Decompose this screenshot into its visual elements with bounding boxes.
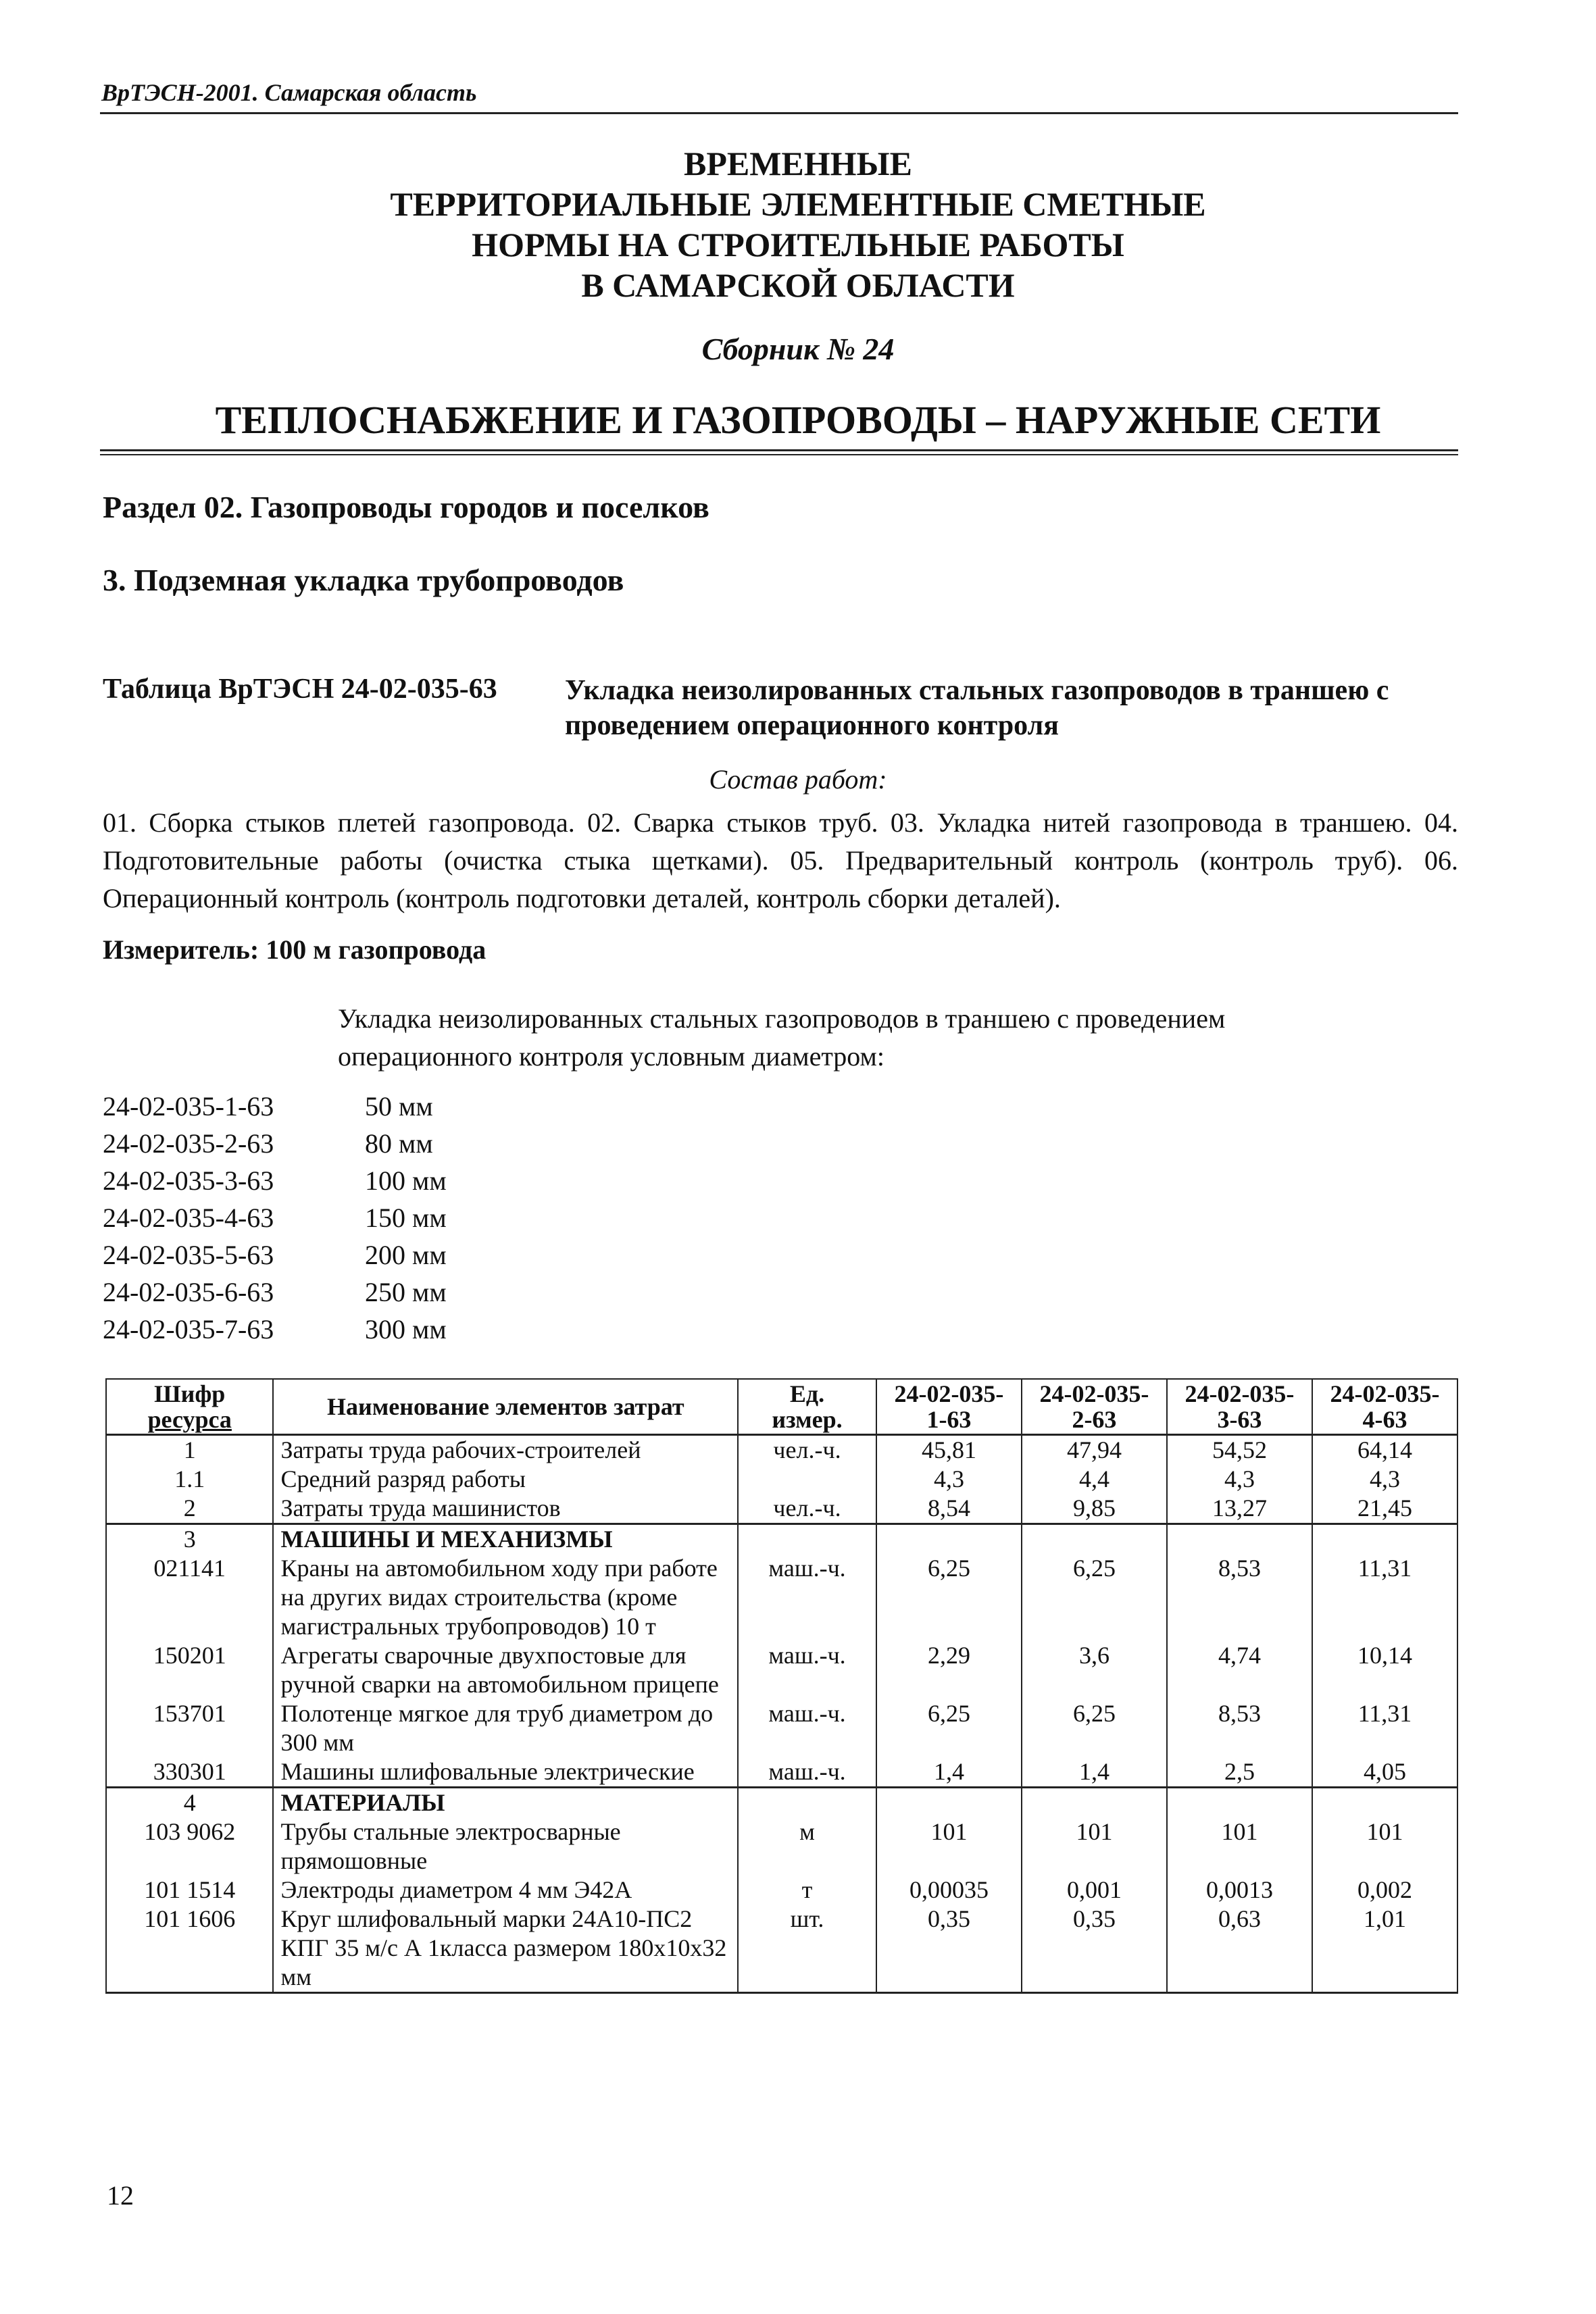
variant-size: 50 мм (365, 1091, 433, 1122)
table-row (106, 1494, 1457, 1524)
table-row (106, 1641, 1457, 1699)
variant-row (103, 1236, 711, 1274)
row-code: 1.1 (106, 1465, 273, 1494)
row-value (1167, 1524, 1312, 1555)
table-row (106, 1554, 1457, 1641)
variant-code: 24-02-035-3-63 (103, 1165, 274, 1196)
table-group-row (106, 1788, 1457, 1818)
row-value: 6,25 (876, 1699, 1022, 1757)
row-code: 1 (106, 1435, 273, 1465)
variant-size: 250 мм (365, 1277, 447, 1307)
row-value (1022, 1524, 1167, 1555)
table-row (106, 1817, 1457, 1876)
variant-code: 24-02-035-1-63 (103, 1091, 274, 1122)
row-value: 8,53 (1167, 1554, 1312, 1641)
row-value (1312, 1524, 1457, 1555)
header-text: 3-63 (1217, 1406, 1262, 1433)
document-title (0, 143, 1596, 305)
row-value: 4,3 (1312, 1465, 1457, 1494)
row-value: 13,27 (1167, 1494, 1312, 1524)
row-value: 101 (876, 1817, 1022, 1876)
row-value: 64,14 (1312, 1435, 1457, 1465)
row-value: 11,31 (1312, 1699, 1457, 1757)
header-rule (100, 112, 1458, 114)
variant-row (103, 1311, 711, 1348)
row-value: 0,001 (1022, 1876, 1167, 1905)
row-value: 11,31 (1312, 1554, 1457, 1641)
row-value: 21,45 (1312, 1494, 1457, 1524)
row-value: 6,25 (876, 1554, 1022, 1641)
row-name: Электроды диаметром 4 мм Э42А (273, 1876, 738, 1905)
group-title: МАТЕРИАЛЫ (273, 1788, 738, 1818)
variant-code: 24-02-035-5-63 (103, 1240, 274, 1270)
row-unit: маш.-ч. (738, 1641, 876, 1699)
title-line: ТЕРРИТОРИАЛЬНЫЕ ЭЛЕМЕНТНЫЕ СМЕТНЫЕ (390, 185, 1206, 223)
row-unit: шт. (738, 1905, 876, 1993)
variant-size: 80 мм (365, 1128, 433, 1159)
row-value: 1,4 (1022, 1757, 1167, 1788)
row-name: Средний разряд работы (273, 1465, 738, 1494)
header-text: 4-63 (1362, 1406, 1407, 1433)
row-value: 1,01 (1312, 1905, 1457, 1993)
title-line: В САМАРСКОЙ ОБЛАСТИ (581, 266, 1015, 304)
variant-row (103, 1162, 711, 1199)
row-value (1022, 1788, 1167, 1818)
works-list: 01. Сборка стыков плетей газопровода. 02. Сварка стыков труб. 03. Укладка нитей газопровода в траншею. 04. Подготовительные работы (очистка стыка щетками). 05. Предварительный контроль (контроль труб). 06. Операционный контроль (контроль подготовки деталей, контроль сборки деталей). (103, 807, 1458, 913)
row-code: 330301 (106, 1757, 273, 1788)
row-name: Затраты труда машинистов (273, 1494, 738, 1524)
variant-row (103, 1199, 711, 1236)
variant-size: 150 мм (365, 1203, 447, 1233)
title-rule (100, 454, 1458, 455)
row-value (876, 1788, 1022, 1818)
composition-label: Состав работ: (709, 764, 887, 795)
running-header: ВрТЭСН-2001. Самарская область (101, 79, 477, 106)
row-value: 2,29 (876, 1641, 1022, 1699)
row-value: 101 (1312, 1817, 1457, 1876)
row-code: 021141 (106, 1554, 273, 1641)
title-rule (100, 449, 1458, 451)
title-line: ВРЕМЕННЫЕ (683, 145, 912, 182)
header-text: 24-02-035- (894, 1380, 1004, 1407)
row-value: 4,3 (1167, 1465, 1312, 1494)
row-value (1312, 1788, 1457, 1818)
subsection-heading: 3. Подземная укладка трубопроводов (103, 563, 624, 597)
row-value (876, 1524, 1022, 1555)
variant-row (103, 1125, 711, 1162)
row-value: 6,25 (1022, 1554, 1167, 1641)
row-value: 0,0013 (1167, 1876, 1312, 1905)
col-header-name: Наименование элементов затрат (273, 1379, 738, 1435)
row-code: 101 1606 (106, 1905, 273, 1993)
row-value: 4,3 (876, 1465, 1022, 1494)
row-value: 0,35 (876, 1905, 1022, 1993)
variant-row (103, 1088, 711, 1125)
table-header-row (106, 1379, 1457, 1435)
row-value: 0,63 (1167, 1905, 1312, 1993)
table-row (106, 1757, 1457, 1788)
row-value: 54,52 (1167, 1435, 1312, 1465)
variant-list (103, 1088, 711, 1348)
row-value: 0,002 (1312, 1876, 1457, 1905)
col-header-variant (1022, 1379, 1167, 1435)
variant-size: 200 мм (365, 1240, 447, 1270)
header-text: Шифр (154, 1380, 226, 1407)
row-value: 101 (1022, 1817, 1167, 1876)
table-row (106, 1876, 1457, 1905)
row-code: 101 1514 (106, 1876, 273, 1905)
table-label: Таблица ВрТЭСН 24-02-035-63 (103, 674, 497, 705)
header-text: 2-63 (1072, 1406, 1117, 1433)
col-header-variant (1312, 1379, 1457, 1435)
section-heading: Раздел 02. Газопроводы городов и поселков (103, 490, 709, 524)
header-text: измер. (772, 1406, 843, 1433)
row-unit: чел.-ч. (738, 1494, 876, 1524)
col-header-variant (1167, 1379, 1312, 1435)
row-value: 9,85 (1022, 1494, 1167, 1524)
table-row (106, 1465, 1457, 1494)
table-group-row (106, 1524, 1457, 1555)
group-code: 4 (106, 1788, 273, 1818)
row-value: 101 (1167, 1817, 1312, 1876)
table-row (106, 1699, 1457, 1757)
col-header-variant (876, 1379, 1022, 1435)
row-value: 3,6 (1022, 1641, 1167, 1699)
row-unit (738, 1465, 876, 1494)
row-unit (738, 1788, 876, 1818)
row-unit: маш.-ч. (738, 1757, 876, 1788)
group-title: МАШИНЫ И МЕХАНИЗМЫ (273, 1524, 738, 1555)
header-text: 1-63 (926, 1406, 972, 1433)
col-header-unit (738, 1379, 876, 1435)
row-name: Полотенце мягкое для труб диаметром до 300 мм (273, 1699, 738, 1757)
variant-code: 24-02-035-4-63 (103, 1203, 274, 1233)
row-value: 10,14 (1312, 1641, 1457, 1699)
variant-size: 100 мм (365, 1165, 447, 1196)
row-unit: маш.-ч. (738, 1699, 876, 1757)
header-text: ресурса (147, 1406, 232, 1433)
row-value: 47,94 (1022, 1435, 1167, 1465)
page-number: 12 (107, 2180, 134, 2211)
row-name: Машины шлифовальные электрические (273, 1757, 738, 1788)
row-value: 4,74 (1167, 1641, 1312, 1699)
variant-code: 24-02-035-6-63 (103, 1277, 274, 1307)
variant-code: 24-02-035-7-63 (103, 1314, 274, 1344)
col-header-code (106, 1379, 273, 1435)
header-text: 24-02-035- (1184, 1380, 1295, 1407)
row-name: Затраты труда рабочих-строителей (273, 1435, 738, 1465)
resource-table (105, 1378, 1458, 1994)
row-code: 2 (106, 1494, 273, 1524)
table-row (106, 1435, 1457, 1465)
header-text: 24-02-035- (1330, 1380, 1440, 1407)
row-value: 4,4 (1022, 1465, 1167, 1494)
row-value: 8,53 (1167, 1699, 1312, 1757)
group-code: 3 (106, 1524, 273, 1555)
variants-intro: Укладка неизолированных стальных газопроводов в траншею с проведением операционного контроля условным диаметром: (338, 1003, 1226, 1072)
row-unit (738, 1524, 876, 1555)
table-title: Укладка неизолированных стальных газопроводов в траншею с проведением операционного контроля (565, 675, 1389, 741)
row-value: 45,81 (876, 1435, 1022, 1465)
row-code: 150201 (106, 1641, 273, 1699)
row-value: 1,4 (876, 1757, 1022, 1788)
row-unit: м (738, 1817, 876, 1876)
row-value: 8,54 (876, 1494, 1022, 1524)
row-unit: чел.-ч. (738, 1435, 876, 1465)
row-unit: т (738, 1876, 876, 1905)
row-value (1167, 1788, 1312, 1818)
variant-size: 300 мм (365, 1314, 447, 1344)
row-name: Агрегаты сварочные двухпостовые для ручной сварки на автомобильном прицепе (273, 1641, 738, 1699)
row-value: 6,25 (1022, 1699, 1167, 1757)
collection-title: ТЕПЛОСНАБЖЕНИЕ И ГАЗОПРОВОДЫ – НАРУЖНЫЕ СЕТИ (215, 398, 1381, 442)
title-line: НОРМЫ НА СТРОИТЕЛЬНЫЕ РАБОТЫ (472, 226, 1124, 263)
row-value: 4,05 (1312, 1757, 1457, 1788)
row-code: 103 9062 (106, 1817, 273, 1876)
row-name: Трубы стальные электросварные прямошовные (273, 1817, 738, 1876)
row-name: Круг шлифовальный марки 24А10-ПС2 КПГ 35 м/с А 1класса размером 180х10х32 мм (273, 1905, 738, 1993)
row-code: 153701 (106, 1699, 273, 1757)
row-name: Краны на автомобильном ходу при работе на других видах строительства (кроме магистральных трубопроводов) 10 т (273, 1554, 738, 1641)
row-value: 0,00035 (876, 1876, 1022, 1905)
row-unit: маш.-ч. (738, 1554, 876, 1641)
row-value: 2,5 (1167, 1757, 1312, 1788)
collection-number: Сборник № 24 (701, 332, 895, 366)
variant-code: 24-02-035-2-63 (103, 1128, 274, 1159)
row-value: 0,35 (1022, 1905, 1167, 1993)
table-row (106, 1905, 1457, 1993)
meter: Измеритель: 100 м газопровода (103, 934, 487, 965)
variant-row (103, 1274, 711, 1311)
header-text: 24-02-035- (1039, 1380, 1149, 1407)
header-text: Ед. (789, 1380, 825, 1407)
